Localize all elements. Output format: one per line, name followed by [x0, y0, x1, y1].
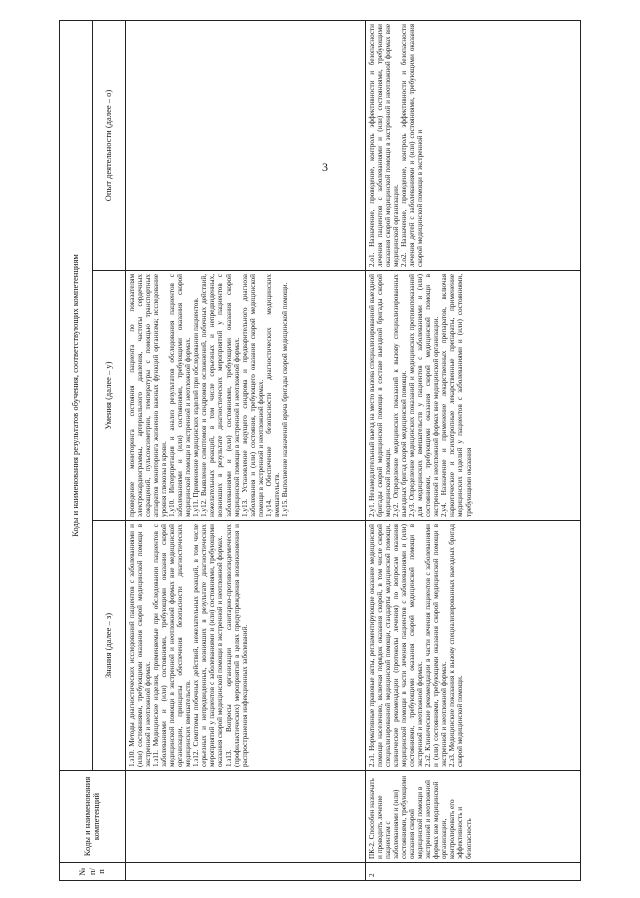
header-knowledge: Знания (далее – з) — [92, 521, 125, 771]
row2-skills — [365, 271, 580, 521]
experience-item: 2.о1. Назначение, проведение, контроль эффективности и безопасности лечения пациентов с заболеваниями и (или) состояниями, требующими оказания скорой медицинской помощи в экстренной и неотложной формах вне медицинской организации. — [367, 23, 400, 267]
row1-competence — [125, 771, 365, 863]
skill-item: 2.у2. Определение медицинских показаний к вызову специализированных выездных бригад скорой медицинской помощи. — [391, 274, 408, 517]
knowledge-item: 2.з3. Медицинские показания к вызову специализированных выездных бригад скорой медицинской помощи. — [448, 524, 465, 767]
skill-item: 1.у10. Интерпретация и анализ результатов обследования пациентов с заболеваниями и (или) состояниями, требующими оказания скорой медицинской помощи в экстренной и неотложной формах. — [168, 274, 193, 517]
table-row — [125, 20, 365, 880]
table-row — [365, 20, 580, 880]
row1-knowledge — [125, 521, 365, 771]
header-row-1 — [60, 20, 93, 880]
skill-item: 1.у12. Выявление симптомов и синдромов осложнений, побочных действий, нежелательных реакций, в том числе серьезных и непредвиденных, возникших в результате диагностических мероприятий у пациентов с заболеваниями и (или) состояниями, требующими оказания скорой медицинской помощи в экстренной и неотложной формах. — [200, 274, 241, 517]
header-num: № п/п — [60, 863, 126, 881]
knowledge-item: 2.з2. Клинические рекомендации в части лечения пациентов с заболеваниями и (или) состояниями, требующими оказания скорой медицинской помощи в экстренной и неотложной формах. — [424, 524, 449, 767]
header-experience: Опыт деятельности (далее – о) — [92, 20, 125, 270]
knowledge-item: 2.з1. Нормативные правовые акты, регламентирующие оказание медицинской помощи населению, включая порядок оказания скорой, в том числе скорой специализированной медицинской помощи, стандарты медицинской помощи, клинические рекомендации (протоколы лечения) по вопросам оказания медицинской помощи в части лечения пациентов с заболеваниями и (или) состояниями, требующими оказания скорой медицинской помощи в экстренной и неотложной формах. — [367, 524, 425, 767]
experience-item: 2.о2. Назначение, проведение, контроль эффективности и безопасности лечения детей с заболеваниями и (или) состояниями, требующими оказания скорой медицинской помощи в экстренной и — [400, 23, 425, 267]
header-skills: Умения (далее – у) — [92, 271, 125, 521]
row2-competence: ПК-2. Способен назначать и проводить лечение пациентам с заболеваниями и (или) состояниями, требующими оказания скорой медицинской помощи в экстренной и неотложной формах вне медицинской организации, контролировать его эффективность и безопасность — [365, 771, 580, 863]
knowledge-item: 1.з12. Симптомы побочных действий, нежелательных реакций, в том числе серьезных и непредвиденных, возникших в результате диагностических мероприятий у пациентов с заболеваниями и (или) состояниями, требующими оказания скорой медицинской помощи в экстренной и неотложной формах. — [192, 524, 225, 767]
row2-knowledge — [365, 521, 580, 771]
skill-item: 2.у1. Незамедлительный выезд на место вызова специализированной выездной бригады скорой медицинской помощи в составе выездной бригады скорой медицинской помощи. — [367, 274, 392, 517]
row2-num: 2 — [365, 863, 580, 881]
competencies-table — [59, 20, 581, 881]
row2-experience — [365, 20, 580, 270]
row1-experience — [125, 20, 365, 270]
knowledge-item: 1.з13. Вопросы организации санитарно-противоэпидемических (профилактических) мероприятий в целях предупреждения возникновения и распространения инфекционных заболеваний. — [224, 524, 249, 767]
header-competence: Коды и наименования компетенций — [60, 771, 126, 863]
skill-item: 2.у3. Определение медицинских показаний и медицинских противопоказаний для медицинских вмешательств у пациентов с заболеваниями и (или) состояниями, требующими оказания скорой медицинской помощи в экстренной и неотложной формах вне медицинской организации. — [408, 274, 441, 517]
page-number: 3 — [322, 160, 328, 174]
rotated-table-container — [59, 21, 581, 881]
skill-item: 1.у13. Установление ведущего синдрома и предварительного диагноза заболевания и (или) состояния, требующего оказания скорой медицинской помощи в экстренной и неотложной формах. — [240, 274, 265, 517]
skill-item: 1.у11. Применение медицинских изделий при обследовании пациентов. — [192, 297, 201, 517]
skill-item: проведение мониторинга состояния пациента по показателям электрокардиограммы, артериального давления, частоты сердечных сокращений, пульсоксиметрии, температуры с помощью транспортных аппаратов мониторинга жизненно важных функций организма; исследование уровня глюкозы в крови. — [127, 274, 168, 517]
knowledge-item: 1.з11. Медицинские изделия, применяемые при обследовании пациентов с заболеваниями и (или) состояниями, требующими оказания скорой медицинской помощи в экстренной и неотложной формах вне медицинской организации, принципы обеспечения безопасности диагностических медицинских вмешательств. — [151, 524, 193, 767]
skill-item: 1.у14. Обеспечение безопасности диагностических медицинских вмешательств. — [264, 274, 281, 517]
header-row-2 — [92, 20, 125, 880]
knowledge-item: 1.з10. Методы диагностических исследований пациентов с заболеваниями и (или) состояниями, требующими оказания скорой медицинской помощи в экстренной и неотложной формах. — [127, 524, 152, 767]
header-results-group: Коды и наименования результатов обучения, соответствующих компетенциям — [60, 20, 93, 770]
row1-skills — [125, 271, 365, 521]
skill-item: 1.у15. Выполнение назначений врача бригады скорой медицинской помощи. — [280, 282, 289, 517]
row1-num — [125, 863, 365, 881]
skill-item: 2.у4. Назначение и применение лекарственных препаратов, включая наркотические и психотропные лекарственные препараты, применение медицинских изделий у пациентов с заболеваниями и (или) состояниями, требующими оказания — [440, 274, 473, 517]
